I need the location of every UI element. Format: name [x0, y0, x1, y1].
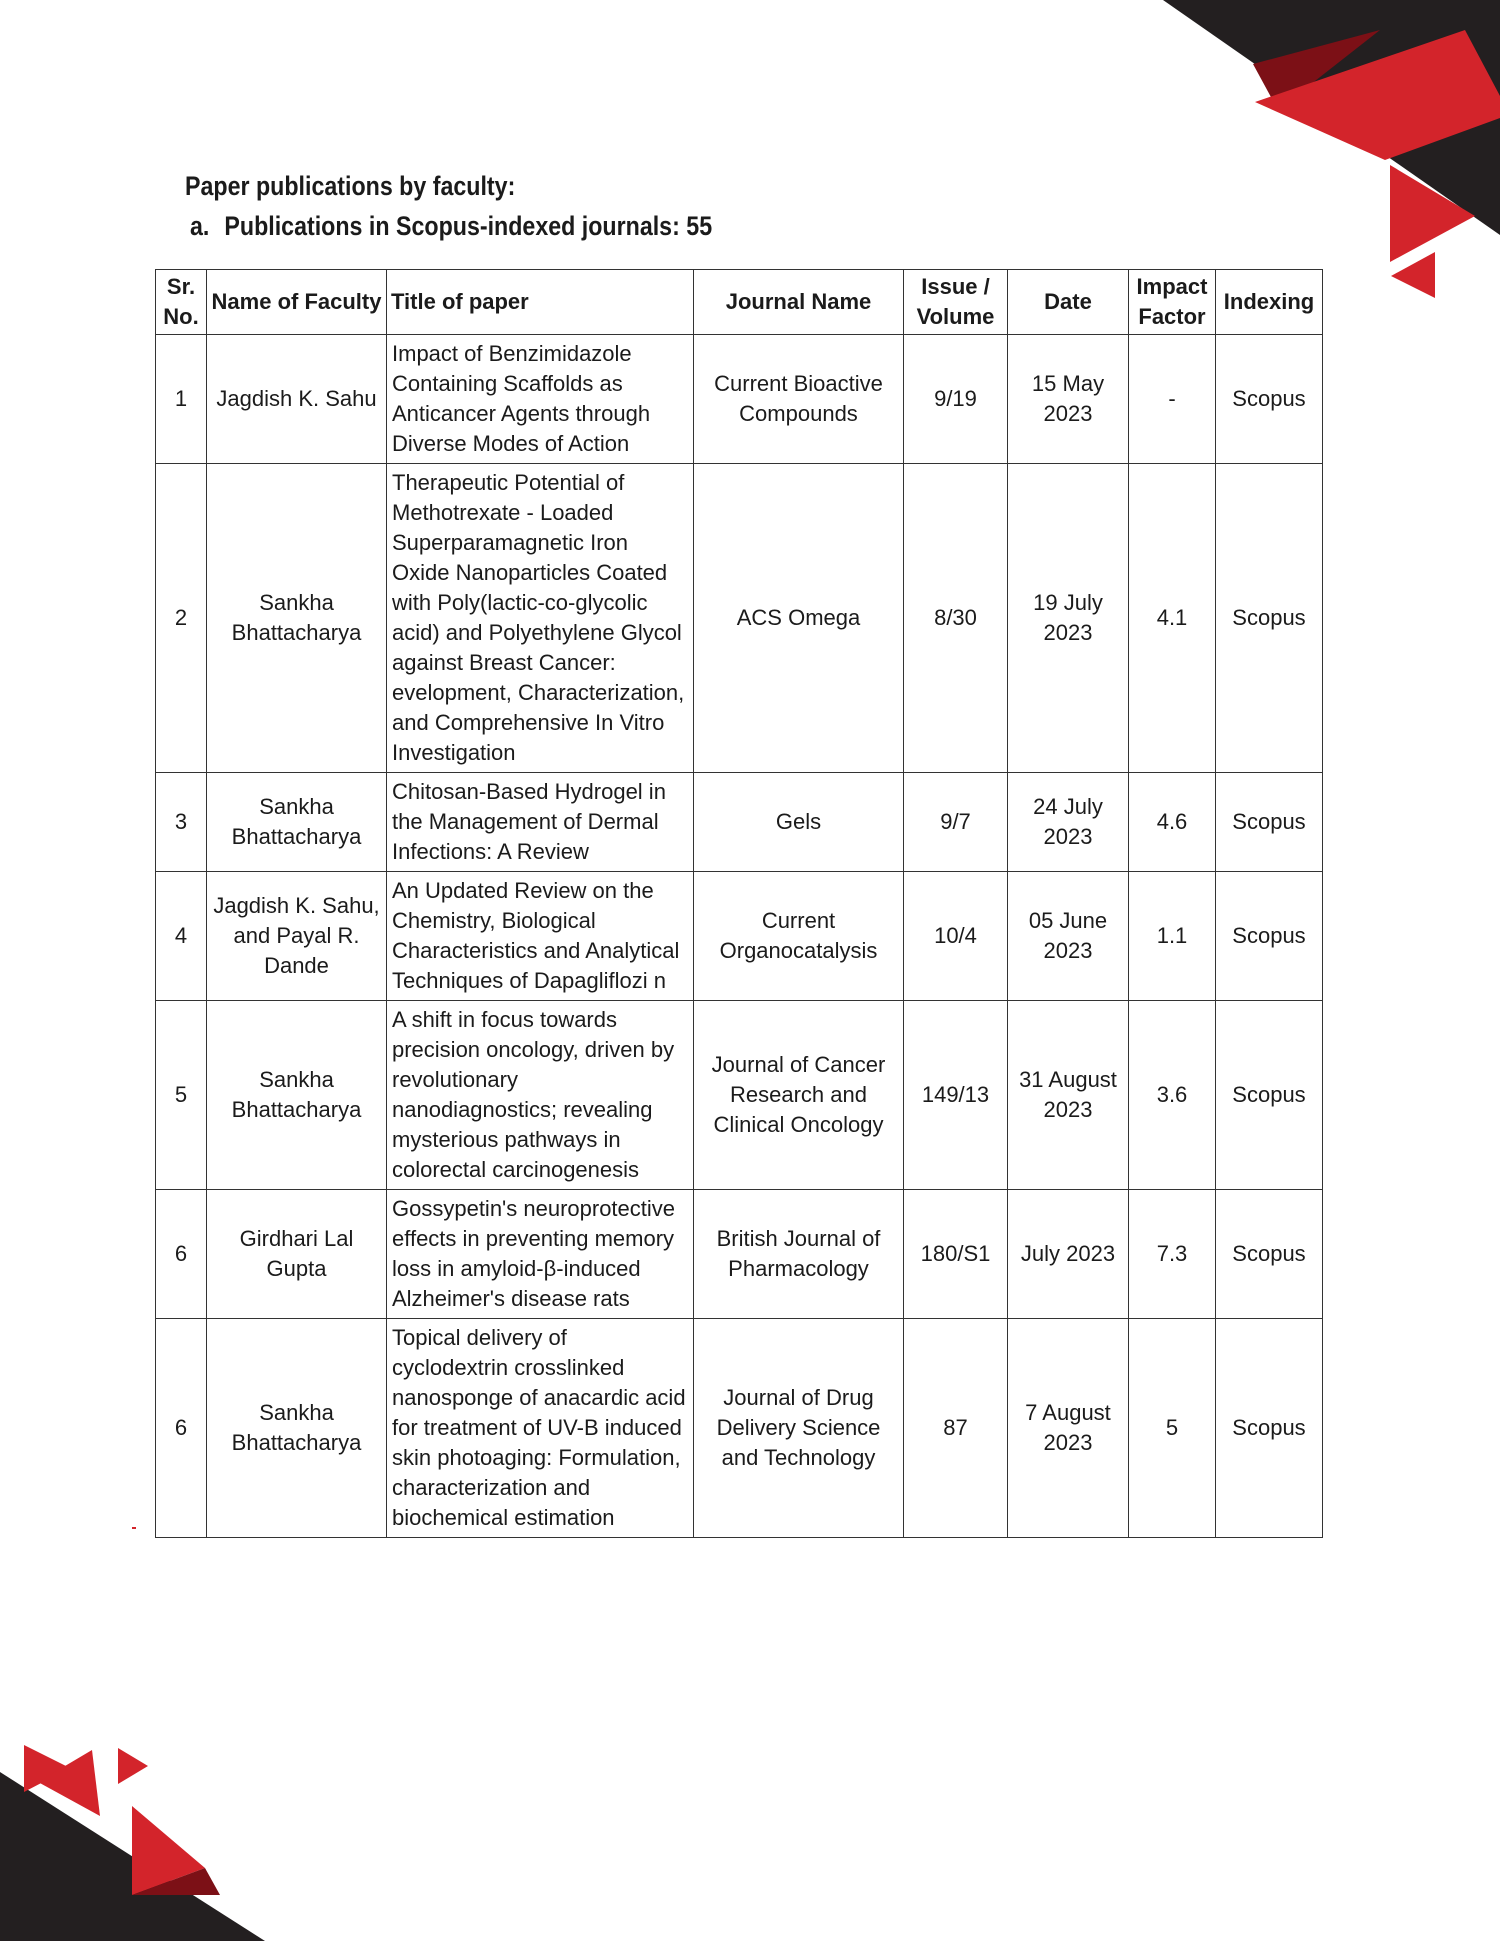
cell-impact: 4.1	[1129, 464, 1216, 773]
header-date: Date	[1008, 270, 1129, 335]
table-row	[156, 464, 1323, 773]
cell-indexing: Scopus	[1216, 1319, 1323, 1538]
cell-impact: 1.1	[1129, 872, 1216, 1001]
subsection-heading	[190, 207, 712, 245]
list-marker: a.	[190, 211, 210, 241]
cell-issue: 8/30	[904, 464, 1008, 773]
cell-sr-no: 6	[156, 1319, 207, 1538]
cell-date: July 2023	[1008, 1190, 1129, 1319]
table-row	[156, 335, 1323, 464]
table-row	[156, 872, 1323, 1001]
header-indexing: Indexing	[1216, 270, 1323, 335]
subsection-title: Publications in Scopus-indexed journals: 55	[224, 211, 713, 241]
cell-journal: British Journal of Pharmacology	[694, 1190, 904, 1319]
cell-indexing: Scopus	[1216, 335, 1323, 464]
cell-issue: 149/13	[904, 1001, 1008, 1190]
cell-issue: 9/19	[904, 335, 1008, 464]
cell-date: 15 May 2023	[1008, 335, 1129, 464]
cell-indexing: Scopus	[1216, 1001, 1323, 1190]
cell-journal: Current Bioactive Compounds	[694, 335, 904, 464]
table-row	[156, 1001, 1323, 1190]
cell-faculty: Jagdish K. Sahu	[207, 335, 387, 464]
cell-date: 24 July 2023	[1008, 773, 1129, 872]
cell-faculty: Sankha Bhattacharya	[207, 464, 387, 773]
cell-issue: 9/7	[904, 773, 1008, 872]
cell-title: Chitosan-Based Hydrogel in the Management of Dermal Infections: A Review	[387, 773, 694, 872]
table-header-row	[156, 270, 1323, 335]
cell-sr-no: 3	[156, 773, 207, 872]
cell-date: 19 July 2023	[1008, 464, 1129, 773]
cell-journal: Journal of Cancer Research and Clinical Oncology	[694, 1001, 904, 1190]
cell-title: Topical delivery of cyclodextrin crosslinked nanosponge of anacardic acid for treatment of UV-B induced skin photoaging: Formulation, characterization and biochemical estimation	[387, 1319, 694, 1538]
cell-faculty: Sankha Bhattacharya	[207, 1319, 387, 1538]
cell-sr-no: 2	[156, 464, 207, 773]
cell-faculty: Sankha Bhattacharya	[207, 1001, 387, 1190]
header-issue: Issue / Volume	[904, 270, 1008, 335]
cell-sr-no: 6	[156, 1190, 207, 1319]
header-faculty: Name of Faculty	[207, 270, 387, 335]
cell-journal: Gels	[694, 773, 904, 872]
cell-journal: Journal of Drug Delivery Science and Technology	[694, 1319, 904, 1538]
cell-journal: Current Organocatalysis	[694, 872, 904, 1001]
cell-indexing: Scopus	[1216, 773, 1323, 872]
cell-indexing: Scopus	[1216, 464, 1323, 773]
cell-impact: -	[1129, 335, 1216, 464]
cell-sr-no: 5	[156, 1001, 207, 1190]
cell-faculty: Girdhari Lal Gupta	[207, 1190, 387, 1319]
cell-title: Gossypetin's neuroprotective effects in preventing memory loss in amyloid-β-induced Alzheimer's disease rats	[387, 1190, 694, 1319]
cell-faculty: Jagdish K. Sahu, and Payal R. Dande	[207, 872, 387, 1001]
corner-decoration-bottom-left	[0, 1720, 320, 1941]
cell-faculty: Sankha Bhattacharya	[207, 773, 387, 872]
cell-issue: 10/4	[904, 872, 1008, 1001]
cell-title: Impact of Benzimidazole Containing Scaffolds as Anticancer Agents through Diverse Modes of Action	[387, 335, 694, 464]
table-row	[156, 1190, 1323, 1319]
cell-date: 7 August 2023	[1008, 1319, 1129, 1538]
cell-sr-no: 1	[156, 335, 207, 464]
section-heading: Paper publications by faculty:	[185, 171, 516, 201]
publications-table	[155, 269, 1323, 1538]
header-journal: Journal Name	[694, 270, 904, 335]
cell-sr-no: 4	[156, 872, 207, 1001]
cell-impact: 7.3	[1129, 1190, 1216, 1319]
header-impact: Impact Factor	[1129, 270, 1216, 335]
cell-indexing: Scopus	[1216, 872, 1323, 1001]
cell-title: A shift in focus towards precision oncology, driven by revolutionary nanodiagnostics; revealing mysterious pathways in colorectal carcinogenesis	[387, 1001, 694, 1190]
cell-date: 05 June 2023	[1008, 872, 1129, 1001]
header-title: Title of paper	[387, 270, 694, 335]
stray-mark	[132, 1527, 136, 1529]
cell-issue: 180/S1	[904, 1190, 1008, 1319]
cell-title: Therapeutic Potential of Methotrexate - Loaded Superparamagnetic Iron Oxide Nanoparticles Coated with Poly(lactic-co-glycolic acid) and Polyethylene Glycol against Breast Cancer: evelopment, Characterization, and Comprehensive In Vitro Investigation	[387, 464, 694, 773]
cell-issue: 87	[904, 1319, 1008, 1538]
cell-journal: ACS Omega	[694, 464, 904, 773]
cell-impact: 4.6	[1129, 773, 1216, 872]
cell-impact: 5	[1129, 1319, 1216, 1538]
cell-title: An Updated Review on the Chemistry, Biological Characteristics and Analytical Techniques of Dapagliflozi n	[387, 872, 694, 1001]
cell-impact: 3.6	[1129, 1001, 1216, 1190]
table-row	[156, 773, 1323, 872]
cell-date: 31 August 2023	[1008, 1001, 1129, 1190]
cell-indexing: Scopus	[1216, 1190, 1323, 1319]
table-row	[156, 1319, 1323, 1538]
header-sr-no: Sr. No.	[156, 270, 207, 335]
